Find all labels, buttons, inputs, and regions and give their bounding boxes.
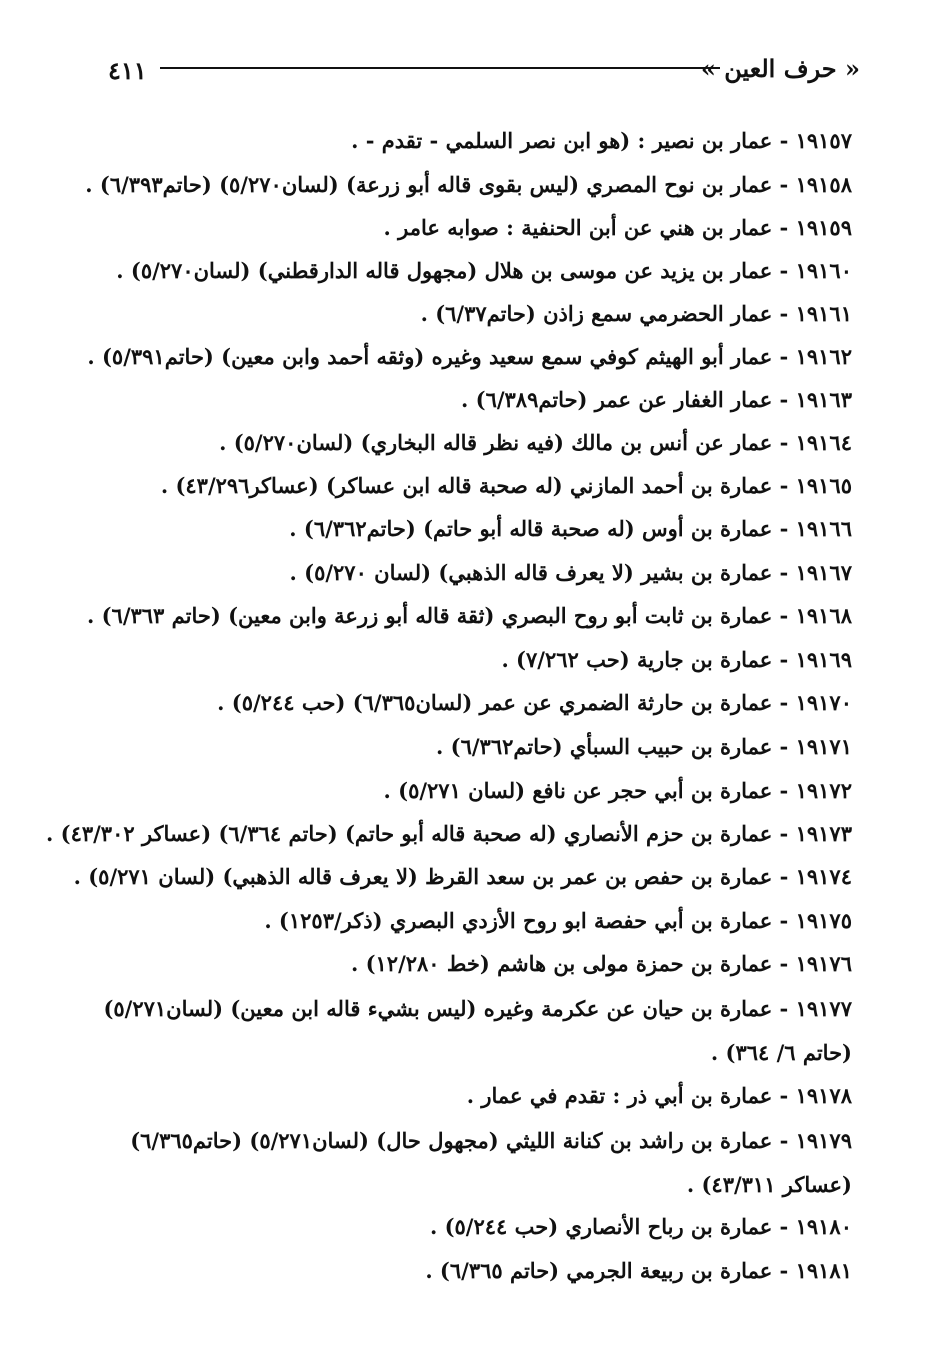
entry-19172: ١٩١٧٢ - عمارة بن أبي حجر عن نافع (لسان ٥/٢٧١) . [383, 778, 852, 803]
entry-19181: ١٩١٨١ - عمارة بن ربيعة الجرمي (حاتم ٦/٣٦٥) . [425, 1258, 852, 1283]
entry-19173: ١٩١٧٣ - عمارة بن حزم الأنصاري (له صحبة قاله أبو حاتم) (حاتم ٦/٣٦٤) (عساكر ٤٣/٣٠٢) . [46, 821, 852, 846]
running-head: « حرف العين » [700, 54, 860, 83]
entry-19160: ١٩١٦٠ - عمار بن يزيد عن موسى بن هلال (مجهول قاله الدارقطني) (لسان٥/٢٧٠) . [116, 258, 852, 283]
entry-19165: ١٩١٦٥ - عمارة بن أحمد المازني (له صحبة قاله ابن عساكر) (عساكر٤٣/٢٩٦) . [160, 473, 852, 498]
entry-19164: ١٩١٦٤ - عمار عن أنس بن مالك (فيه نظر قاله البخاري) (لسان٥/٢٧٠) . [219, 430, 852, 455]
entry-19179: ١٩١٧٩ - عمارة بن راشد بن كنانة الليثي (مجهول حال) (لسان٥/٢٧١) (حاتم٦/٣٦٥) (عساكر ٤٣/٣١١) . [130, 1128, 852, 1197]
page-number: ٤١١ [108, 56, 147, 85]
entry-19167: ١٩١٦٧ - عمارة بن بشير (لا يعرف قاله الذهبي) (لسان ٥/٢٧٠) . [289, 560, 852, 585]
entry-19163: ١٩١٦٣ - عمار الغفار عن عمر (حاتم٦/٣٨٩) . [461, 387, 852, 412]
entry-19157: ١٩١٥٧ - عمار بن نصير : (هو ابن نصر السلمي - تقدم - . [351, 128, 852, 153]
entry-19159: ١٩١٥٩ - عمار بن هني عن أبن الحنفية : صوابه عامر . [383, 215, 852, 240]
entry-19177: ١٩١٧٧ - عمارة بن حيان عن عكرمة وغيره (ليس بشيء قاله ابن معين) (لسان٥/٢٧١) (حاتم ٦/ ٣٦٤) . [103, 996, 852, 1065]
entry-19168: ١٩١٦٨ - عمارة بن ثابت أبو روح البصري (ثقة قاله أبو زرعة وابن معين) (حاتم ٦/٣٦٣) . [86, 603, 852, 628]
entry-19170: ١٩١٧٠ - عمارة بن حارثة الضمري عن عمر (لسان٦/٣٦٥) (حب ٥/٢٤٤) . [217, 690, 852, 715]
entry-19169: ١٩١٦٩ - عمارة بن جارية (حب ٧/٢٦٢) . [501, 647, 852, 672]
entry-19166: ١٩١٦٦ - عمارة بن أوس (له صحبة قاله أبو حاتم) (حاتم٦/٣٦٢) . [289, 516, 852, 541]
entry-19162: ١٩١٦٢ - عمار أبو الهيثم كوفي سمع سعيد وغيره (وثقه أحمد وابن معين) (حاتم٥/٣٩١) . [87, 344, 852, 369]
entry-19175: ١٩١٧٥ - عمارة بن أبي حفصة ابو روح الأزدي البصري (ذكر/١٢٥٣) . [264, 908, 852, 933]
entry-19180: ١٩١٨٠ - عمارة بن رباح الأنصاري (حب ٥/٢٤٤) . [429, 1214, 852, 1239]
entry-19158: ١٩١٥٨ - عمار بن نوح المصري (ليس بقوى قاله أبو زرعة) (لسان٥/٢٧٠) (حاتم٦/٣٩٣) . [85, 172, 852, 197]
entry-19176: ١٩١٧٦ - عمارة بن حمزة مولى بن هاشم (خط ١٢/٢٨٠) . [350, 951, 852, 976]
entry-19171: ١٩١٧١ - عمارة بن حبيب السبأي (حاتم٦/٣٦٢) . [436, 734, 852, 759]
entry-19178: ١٩١٧٨ - عمارة بن أبي ذر : تقدم في عمار . [466, 1083, 852, 1108]
entry-19161: ١٩١٦١ - عمار الحضرمي سمع زاذن (حاتم٦/٣٧) . [420, 301, 852, 326]
entry-19174: ١٩١٧٤ - عمارة بن حفص بن عمر بن سعد القرظ (لا يعرف قاله الذهبي) (لسان ٥/٢٧١) . [73, 864, 852, 889]
